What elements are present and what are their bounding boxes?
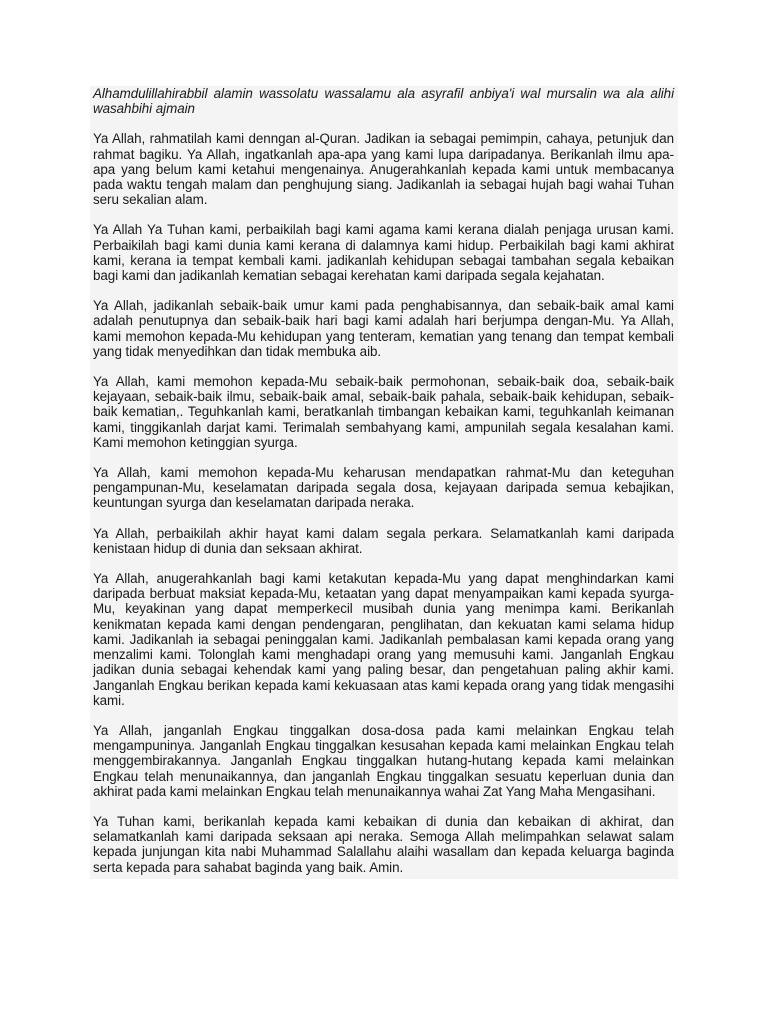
prayer-text-block <box>90 86 678 879</box>
paragraph-ketakutan: Ya Allah, anugerahkanlah bagi kami ketakutan kepada-Mu yang dapat menghindarkan kami daripada berbuat maksiat kepada-Mu, ketaatan yang dapat menyampaikan kami kepada syurga-Mu, keyakinan yang dapat memperkecil musibah dunia yang menimpa kami. Berikanlah kenikmatan kepada kami dengan pendengaran, penglihatan, dan kekuatan kami selama hidup kami. Jadikanlah ia sebagai peninggalan kami. Jadikanlah pembalasan kami kepada orang yang menzalimi kami. Tolonglah kami menghadapi orang yang memusuhi kami. Janganlah Engkau jadikan dunia sebagai kehendak kami yang paling besar, dan pengetahuan paling akhir kami. Janganlah Engkau berikan kepada kami kekuasaan atas kami kepada orang yang tidak mengasihi kami. <box>93 571 674 708</box>
paragraph-sebaik-baik-permohonan: Ya Allah, kami memohon kepada-Mu sebaik-baik permohonan, sebaik-baik doa, sebaik-baik kejayaan, sebaik-baik ilmu, sebaik-baik amal, sebaik-baik pahala, sebaik-baik kehidupan, sebaik-baik kematian,. Teguhkanlah kami, beratkanlah timbangan kebaikan kami, teguhkanlah keimanan kami, tinggikanlah darjat kami. Terimalah sembahyang kami, ampunilah segala kesalahan kami. Kami memohon ketinggian syurga. <box>93 374 674 450</box>
paragraph-quran: Ya Allah, rahmatilah kami denngan al-Quran. Jadikan ia sebagai pemimpin, cahaya, petunjuk dan rahmat bagiku. Ya Allah, ingatkanlah apa-apa yang kami lupa daripadanya. Berikanlah ilmu apa-apa yang belum kami ketahui mengenainya. Anugerahkanlah kepada kami untuk membacanya pada waktu tengah malam dan penghujung siang. Jadikanlah ia sebagai hujah bagi wahai Tuhan seru sekalian alam. <box>93 131 674 208</box>
paragraph-closing: Ya Tuhan kami, berikanlah kepada kami kebaikan di dunia dan kebaikan di akhirat, dan selamatkanlah kami daripada seksaan api neraka. Semoga Allah melimpahkan selawat salam kepada junjungan kita nabi Muhammad Salallahu alaihi wasallam dan kepada keluarga baginda serta kepada para sahabat baginda yang baik. Amin. <box>93 813 674 875</box>
paragraph-sebaik-baik-umur: Ya Allah, jadikanlah sebaik-baik umur kami pada penghabisannya, dan sebaik-baik amal kami adalah penutupnya dan sebaik-baik hari bagi kami adalah hari berjumpa dengan-Mu. Ya Allah, kami memohon kepada-Mu kehidupan yang tenteram, kematian yang tenang dan tempat kembali yang tidak menyedihkan dan tidak membuka aib. <box>93 298 674 359</box>
opening-paragraph: Alhamdulillahirabbil alamin wassolatu wassalamu ala asyrafil anbiya'i wal mursalin wa ala alihi wasahbihi ajmain <box>93 86 674 117</box>
paragraph-janganlah-tinggalkan: Ya Allah, janganlah Engkau tinggalkan dosa-dosa pada kami melainkan Engkau telah mengampuninya. Janganlah Engkau tinggalkan kesusahan kepada kami melainkan Engkau telah menggembirakannya. Janganlah Engkau tinggalkan hutang-hutang kepada kami melainkan Engkau telah menunaikannya, dan janganlah Engkau tinggalkan sesuatu keperluan dunia dan akhirat pada kami melainkan Engkau telah menunaikannya wahai Zat Yang Maha Mengasihani. <box>93 722 674 799</box>
paragraph-akhir-hayat: Ya Allah, perbaikilah akhir hayat kami dalam segala perkara. Selamatkanlah kami daripada kenistaan hidup di dunia dan seksaan akhirat. <box>93 525 674 556</box>
paragraph-keharusan-rahmat: Ya Allah, kami memohon kepada-Mu keharusan mendapatkan rahmat-Mu dan keteguhan pengampunan-Mu, keselamatan daripada segala dosa, kejayaan daripada semua kebajikan, keuntungan syurga dan keselamatan daripada neraka. <box>93 465 674 511</box>
paragraph-perbaikilah-agama: Ya Allah Ya Tuhan kami, perbaikilah bagi kami agama kami kerana dialah penjaga urusan kami. Perbaikilah bagi kami dunia kami kerana di dalamnya kami hidup. Perbaikilah bagi kami akhirat kami, kerana ia tempat kembali kami. jadikanlah kehidupan sebagai tambahan segala kebaikan bagi kami dan jadikanlah kematian sebagai kerehatan kami daripada segala kejahatan. <box>93 222 674 284</box>
